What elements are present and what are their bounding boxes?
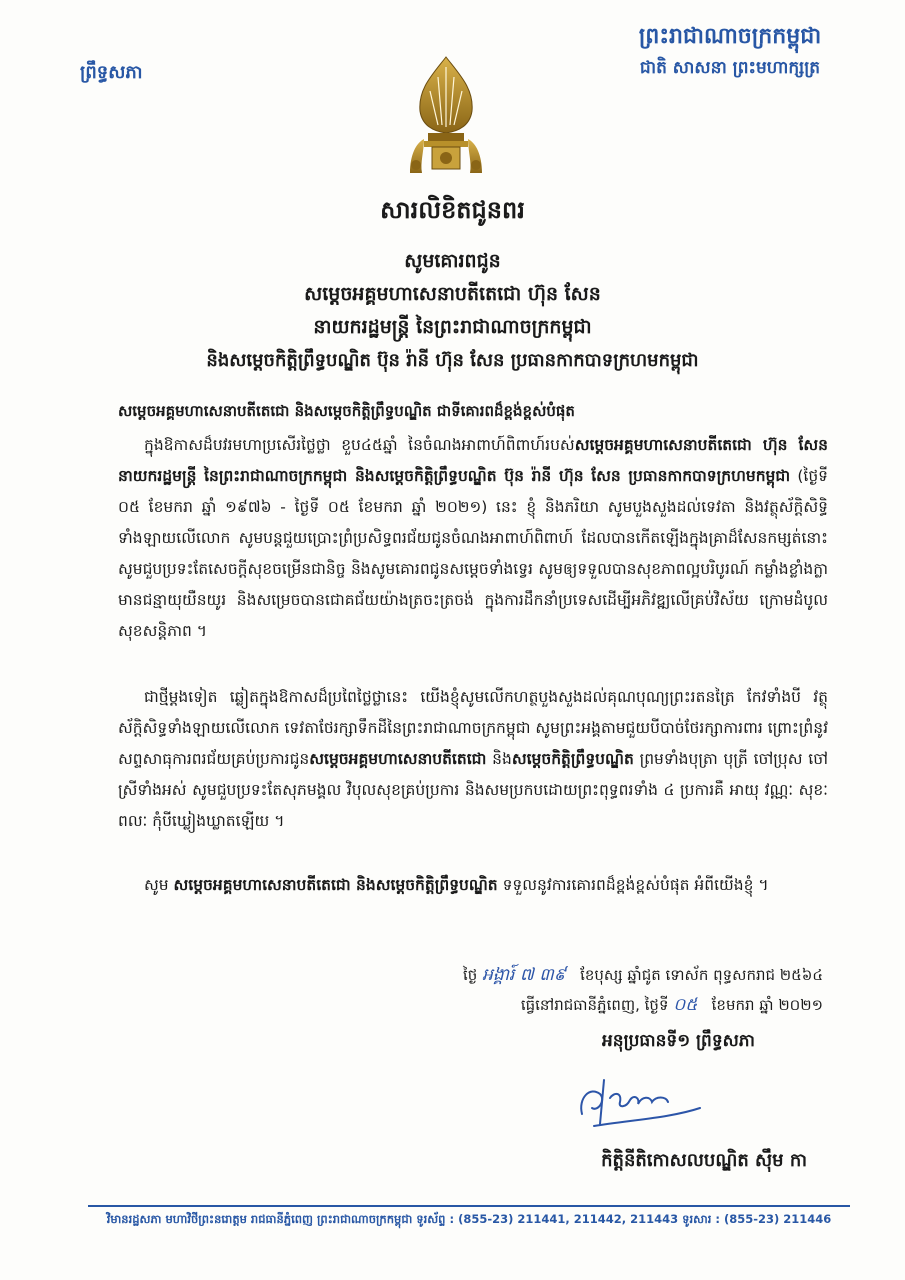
footer-divider [88, 1205, 850, 1207]
paragraph-3-text-b: ទទួលនូវការគោរពដ៏ខ្ពង់ខ្ពស់បំផុត អំពីយើងខ្ញុំ ។ [497, 876, 769, 894]
lunar-date-rest: ខែបុស្ស ឆ្នាំជូត ទោស័ក ពុទ្ធសករាជ ២៥៦៤ [580, 966, 823, 984]
paragraph-2-text-a: ជាថ្មីម្តងទៀត ឆ្លៀតក្នុងឱកាសដ៏ប្រពៃថ្លៃថ្លានេះ យើងខ្ញុំសូមលើកហត្ថបួងសួងដល់គុណបុណ្យព្រះរតនត្រៃ កែវទាំងបី វត្ថុស័ក្តិសិទ្ធទាំងឡាយលើលោក ទេវតាថែរក្សាទឹកដីនៃព្រះរាជាណាចក្រកម្ពុជា សូមព្រះអង្គតាមជួយបីបាច់ថែរក្សាការពារ ព្រោះព្រំនូវសព្ទសាធុការពរជ័យគ្រប់ប្រការជូន [118, 688, 829, 768]
institution-header: ព្រឹទ្ធសភា [80, 62, 143, 83]
national-motto: ជាតិ សាសនា ព្រះមហាក្សត្រ [639, 58, 821, 78]
paragraph-1-bold-a: សម្តេចអគ្គមហាសេនាបតីតេជោ ហ៊ុន សែន នាយករដ្ឋមន្ត្រី នៃព្រះរាជាណាចក្រកម្ពុជា និងសម្តេចកិត្តិព្រឹទ្ធបណ្ឌិត ប៊ុន រ៉ានី ហ៊ុន សែន ប្រធានកាកបាទក្រហមកម្ពុជា [118, 436, 828, 485]
paragraph-2-text-c: ព្រមទាំងបុត្រា បុត្រី ចៅប្រុស ចៅស្រីទាំងអស់ សូមជួបប្រទះតែសុភមង្គល វិបុលសុខគ្រប់ប្រការ និងសមប្រកបដោយព្រះពុទ្ធពរទាំង ៤ ប្រការគឺ អាយុ វណ្ណៈ សុខៈ ពលៈ កុំបីឃ្លៀងឃ្លាតឡើយ ។ [118, 750, 828, 830]
addressee-spouse: និងសម្តេចកិត្តិព្រឹទ្ធបណ្ឌិត ប៊ុន រ៉ានី ហ៊ុន សែន ប្រធានកាកបាទក្រហមកម្ពុជា [206, 350, 699, 371]
addressee-name: សម្តេចអគ្គមហាសេនាបតីតេជោ ហ៊ុន សែន [304, 283, 601, 305]
solar-date-prefix: ធ្វើនៅរាជធានីភ្នំពេញ, ថ្ងៃទី [520, 996, 669, 1014]
paragraph-1-text-b: (ថ្ងៃទី ០៥ ខែមករា ឆ្នាំ ១៩៧៦ - ថ្ងៃទី ០៥ ខែមករា ឆ្នាំ ២០២១) នេះ ខ្ញុំ និងភរិយា សូមបួងសួងដល់ទេវតា និងវត្ថុស័ក្តិសិទ្ធិទាំងឡាយលើលោក សូមបន្តជួយប្រោះព្រំប្រសិទ្ធពរជ័យជូនចំណងអាពាហ៍ពិពាហ៍ ដែលបានកើតឡើងក្នុងគ្រាដ៏សែនកម្សត់នោះ សូមជួបប្រទះតែសេចក្តីសុខចម្រើនជានិច្ច និងសូមគោរពជូនសម្តេចទាំងទ្វេរ សូមឲ្យទទួលបានសុខភាពល្អបរិបូរណ៍ កម្លាំងខ្លាំងក្លា មានជន្មាយុយឺនយូរ និងសម្រេចបានជោគជ័យយ៉ាងត្រចះត្រចង់ ក្នុងការដឹកនាំប្រទេសដើម្បីអភិវឌ្ឍលើគ្រប់វិស័យ ក្រោមដំបូលសុខសន្តិភាព ។ [118, 467, 828, 640]
kingdom-name: ព្រះរាជាណាចក្រកម្ពុជា [638, 24, 822, 49]
paragraph-2 [118, 682, 828, 837]
paragraph-2-bold-b: សម្តេចកិត្តិព្រឹទ្ធបណ្ឌិត [511, 750, 634, 768]
addressee-salutation: សូមគោរពជូន [404, 250, 501, 272]
paragraph-2-bold-a: សម្តេចអគ្គមហាសេនាបតីតេជោ [309, 750, 487, 768]
solar-date-handwritten-day: ០៥ [673, 995, 698, 1015]
paragraph-3 [118, 870, 828, 901]
solar-date [521, 990, 823, 1020]
solar-date-rest: ខែមករា ឆ្នាំ ២០២១ [711, 996, 823, 1014]
lunar-date-handwritten: អង្គារ៍ ៧ ៣៩ [482, 965, 566, 985]
paragraph-3-text-a: សូម [144, 876, 174, 894]
signatory-role: អនុប្រធានទី១ ព្រឹទ្ធសភា [601, 1031, 755, 1051]
addressee-title: នាយករដ្ឋមន្ត្រី នៃព្រះរាជាណាចក្រកម្ពុជា [313, 316, 592, 338]
paragraph-2-text-b: និង [486, 750, 512, 768]
footer-contact: វិមានរដ្ឋសភា មហាវិថីព្រះនរោត្តម រាជធានីភ្នំពេញ ព្រះរាជាណាចក្រកម្ពុជា ទូរស័ព្ទ : (855-23) 211441, 211442, 211443 ទូរសារ : (855-23) 211446 [106, 1212, 832, 1226]
letter-subject: សម្តេចអគ្គមហាសេនាបតីតេជោ និងសម្តេចកិត្តិព្រឹទ្ធបណ្ឌិត ជាទីគោរពដ៏ខ្ពង់ខ្ពស់បំផុត [118, 402, 575, 420]
kingdom-header [600, 20, 860, 82]
senate-emblem-icon [402, 55, 490, 175]
signatory-name: កិត្តិនីតិកោសលបណ្ឌិត ស៊ឹម កា [601, 1150, 807, 1171]
paragraph-1 [118, 430, 828, 647]
document-title: សារលិខិតជូនពរ [380, 196, 525, 224]
lunar-date-prefix: ថ្ងៃ [463, 966, 478, 984]
paragraph-1-text-a: ក្នុងឱកាសដ៏បវរមហាប្រសើរថ្លៃថ្លា ខួប៤៥ឆ្នាំ នៃចំណងអាពាហ៍ពិពាហ៍របស់ [144, 436, 575, 454]
paragraph-3-bold-a: សម្តេចអគ្គមហាសេនាបតីតេជោ និងសម្តេចកិត្តិព្រឹទ្ធបណ្ឌិត [173, 876, 498, 894]
lunar-date [463, 960, 823, 990]
signature [570, 1068, 710, 1138]
addressee-block [0, 245, 905, 377]
